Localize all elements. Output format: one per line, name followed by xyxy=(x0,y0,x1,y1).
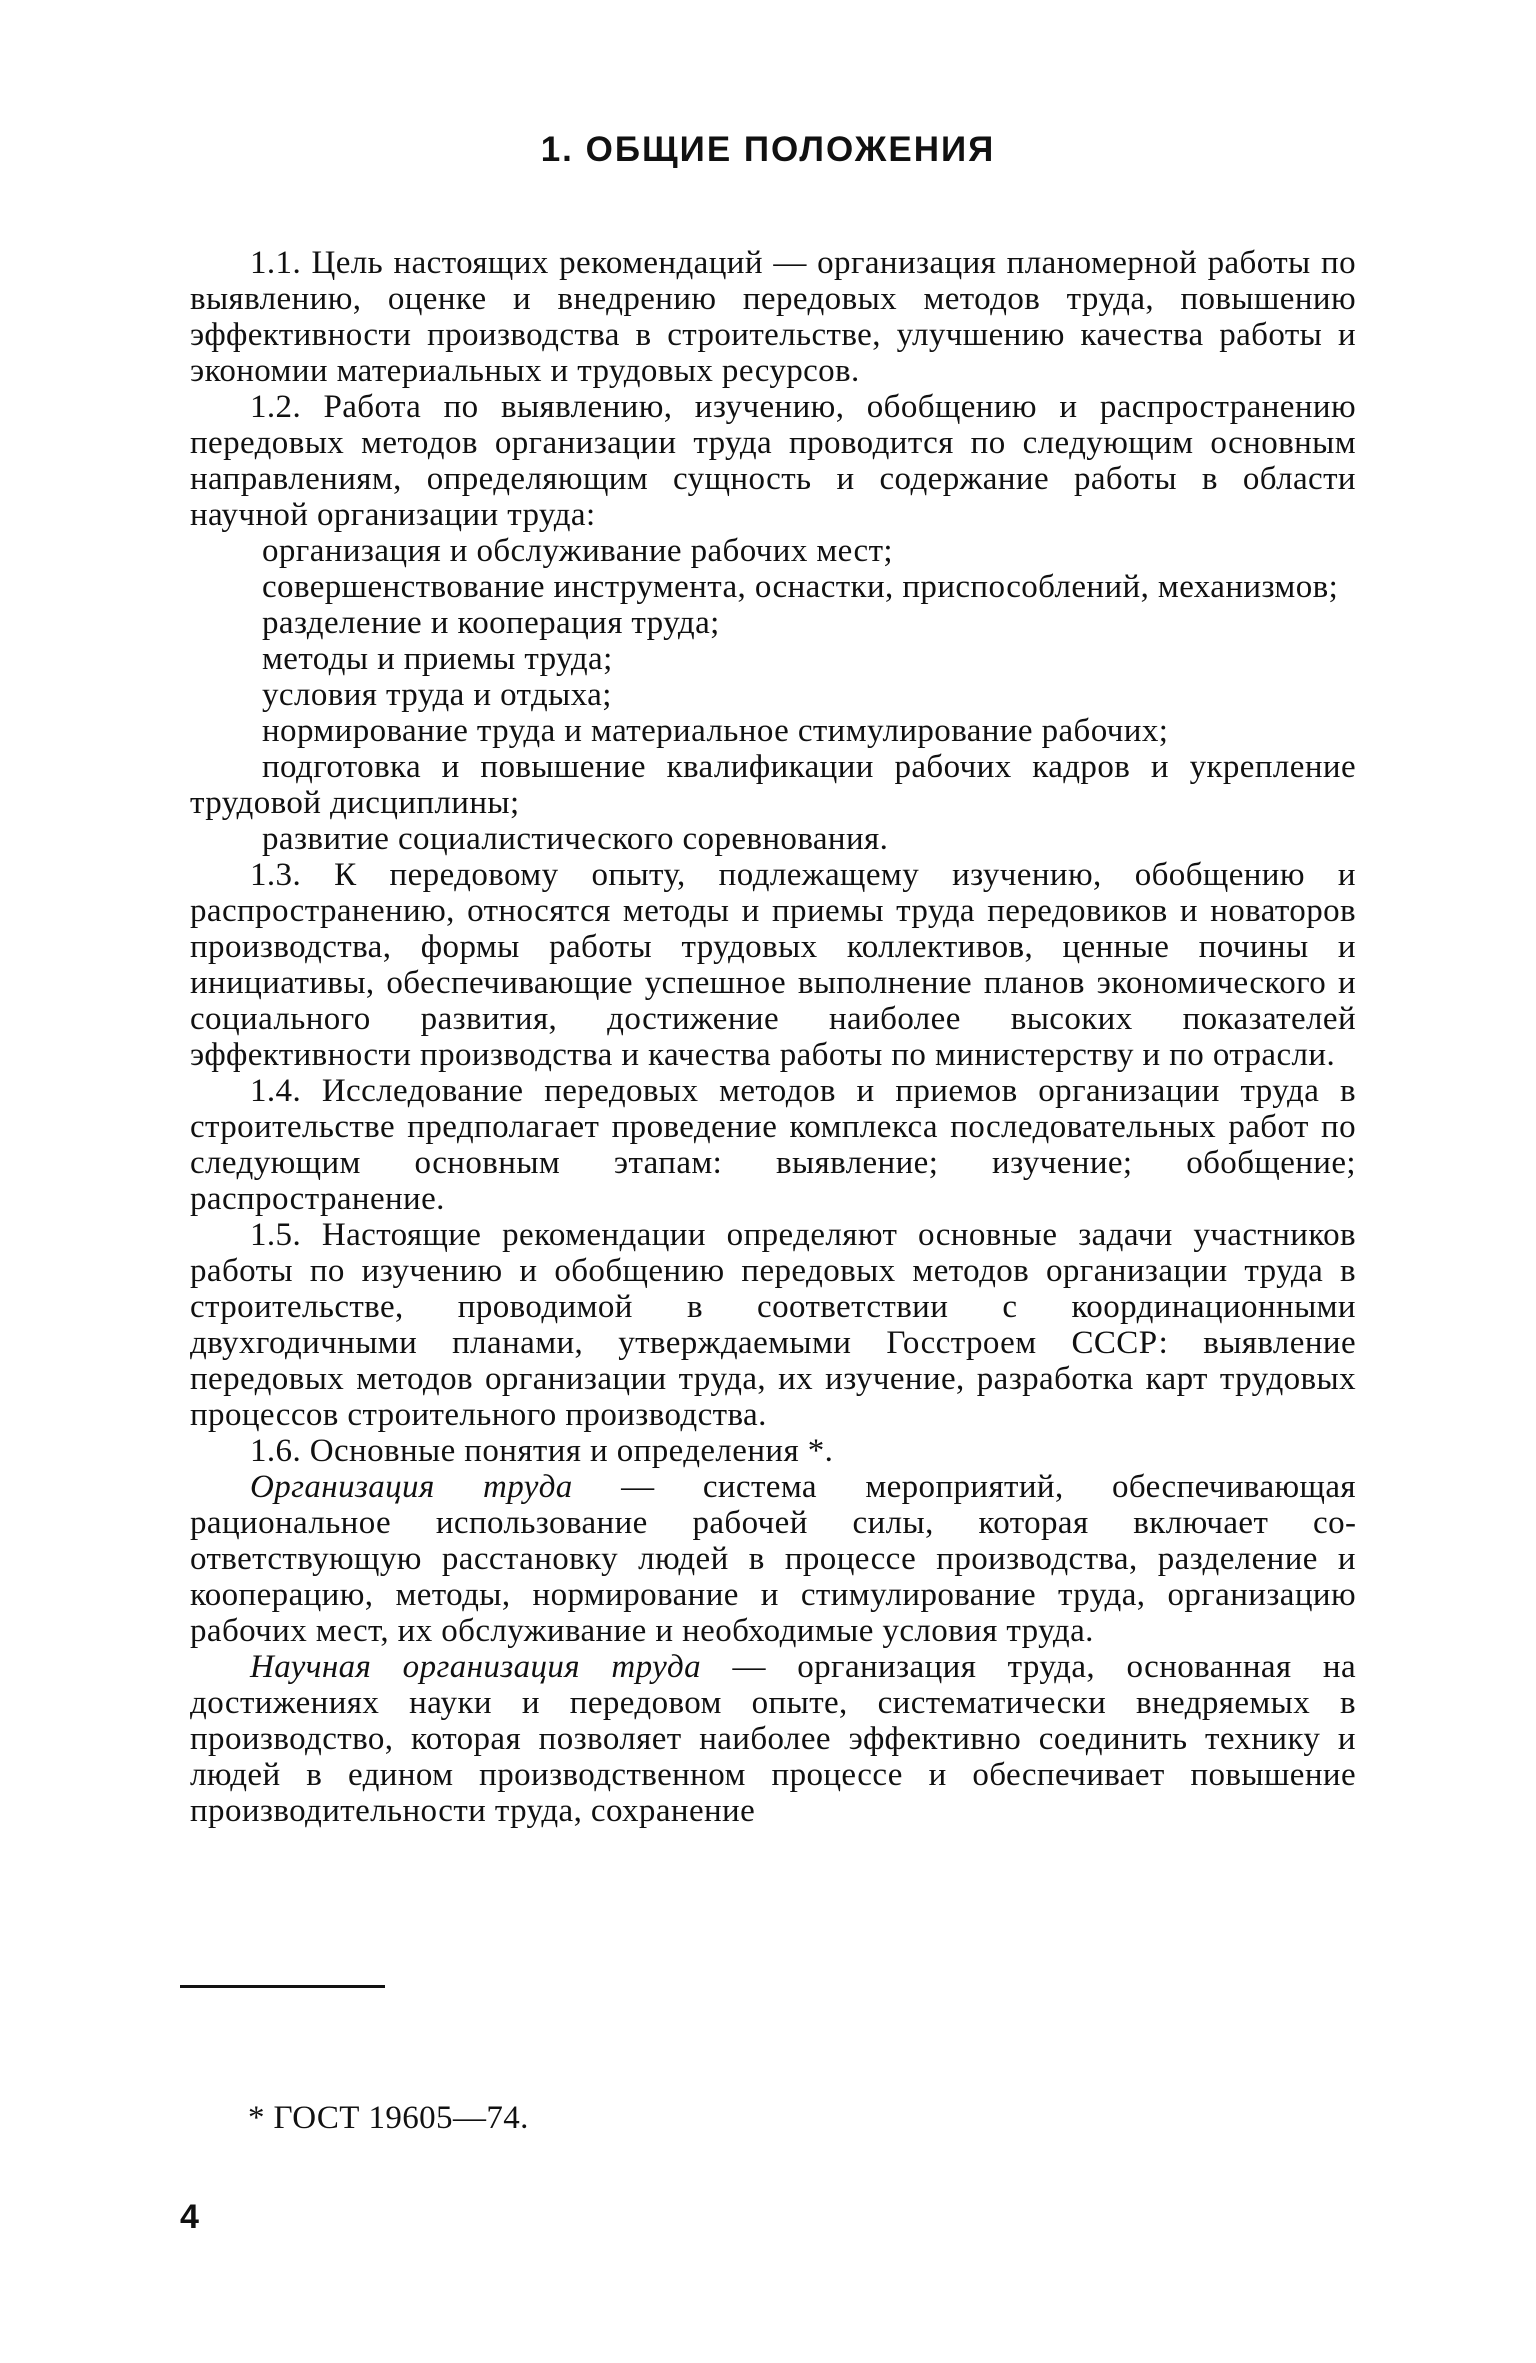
list-item: совершенствование инструмента, оснастки, приспособлений, механизмов; xyxy=(262,569,1339,605)
list-item: развитие социалистического соревнования. xyxy=(262,821,889,857)
definition-text: — система мероприятий, обеспечивающая рациональное использование рабочей силы, которая включает соответствующую расстановку людей в процессе производства, разделение и кооперацию, методы, нормирование и стимулирование труда, организацию рабочих мест, их обслуживание и необходимые условия труда. xyxy=(190,1469,1356,1649)
definition-labor-organization xyxy=(190,1469,1356,1649)
paragraph-text: Цель настоящих рекомендаций — организация планомерной работы по выявлению, оценке и внедрению передовых методов труда, повышению эффективности производства в строительстве, улучшению качества работы и экономии материальных и трудовых ресурсов. xyxy=(190,245,1356,389)
list-item: нормирование труда и материальное стимулирование рабочих; xyxy=(262,713,1169,749)
paragraph-1-6 xyxy=(190,1433,1356,1469)
paragraph-number: 1.1. xyxy=(250,245,302,281)
list-item: организация и обслуживание рабочих мест; xyxy=(262,533,893,569)
paragraph-1-3 xyxy=(190,857,1356,1073)
footnote-divider xyxy=(180,1985,385,1988)
paragraph-number: 1.4. xyxy=(250,1073,302,1109)
page-number: 4 xyxy=(180,2198,199,2236)
paragraph-number: 1.5. xyxy=(250,1217,302,1253)
paragraph-number: 1.2. xyxy=(250,389,302,425)
definition-term: Научная организация труда xyxy=(250,1649,702,1685)
paragraph-number: 1.6. xyxy=(250,1433,302,1469)
paragraph-text: Исследование передовых методов и приемов организации труда в строительстве предполагает проведение комплекса последовательных работ по следующим основным этапам: выявление; изучение; обобщение; распространение. xyxy=(190,1073,1356,1217)
paragraph-number: 1.3. xyxy=(250,857,302,893)
list-item: условия труда и отдыха; xyxy=(262,677,612,713)
definition-text: — организация труда, основанная на достижениях науки и передовом опыте, систематически внедряемых в производство, которая позволяет наиболее эффективно соединить технику и людей в едином производственном процессе и обеспечивает повышение производительности труда, сохранение xyxy=(190,1649,1356,1829)
body-text xyxy=(190,245,1356,1829)
paragraph-1-5 xyxy=(190,1217,1356,1433)
definition-scientific-labor-organization xyxy=(190,1649,1356,1829)
list-item: методы и приемы труда; xyxy=(262,641,613,677)
paragraph-1-4 xyxy=(190,1073,1356,1217)
section-heading: 1. ОБЩИЕ ПОЛОЖЕНИЯ xyxy=(540,130,996,169)
list-item: разделение и кооперация труда; xyxy=(262,605,720,641)
paragraph-1-1 xyxy=(190,245,1356,389)
paragraph-text: К передовому опыту, подлежащему изучению, обобщению и распространению, относятся методы и приемы труда передовиков и новаторов производства, формы работы трудовых коллективов, ценные почины и инициативы, обеспечивающие успешное выполнение планов экономического и социального развития, достижение наиболее высоких показателей эффективности производства и качества работы по министерству и по отрасли. xyxy=(190,857,1356,1073)
list-item: подготовка и повышение квалификации рабочих кадров и укрепление трудовой дисциплины; xyxy=(190,749,1356,821)
footnote: * ГОСТ 19605—74. xyxy=(248,2100,529,2136)
paragraph-1-2 xyxy=(190,389,1356,533)
definition-term: Организация труда xyxy=(250,1469,573,1505)
paragraph-text: Основные понятия и определения *. xyxy=(301,1433,834,1469)
paragraph-text: Работа по выявлению, изучению, обобщению и распространению передовых методов организации труда проводится по следующим основным направлениям, определяющим сущность и содержание работы в области научной организации труда: xyxy=(190,389,1356,533)
paragraph-text: Настоящие рекомендации определяют основные задачи участников работы по изучению и обобщению передовых методов организации труда в строительстве, проводимой в соответствии с координационными двухгодичными планами, утверждаемыми Госстроем СССР: выявление передовых методов организации труда, их изучение, разработка карт трудовых процессов строительного производства. xyxy=(190,1217,1356,1433)
